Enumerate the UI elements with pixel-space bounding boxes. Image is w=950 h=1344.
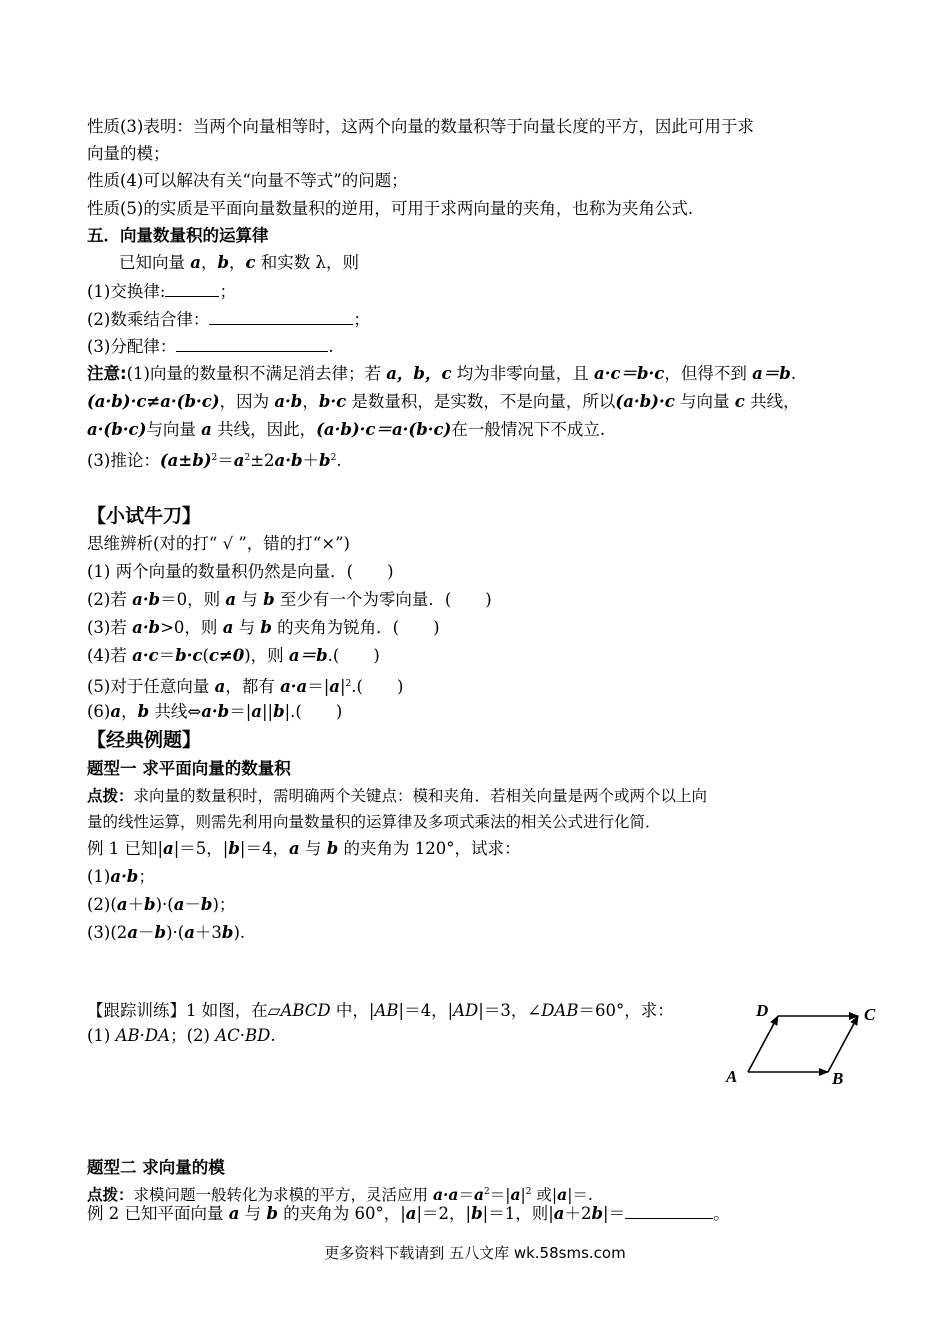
quiz-item-3: (3)若 a·b>0，则 a 与 b 的夹角为锐角．( ) (87, 618, 440, 637)
example-2: 例 2 已知平面向量 a 与 b 的夹角为 60°，|a|＝2，|b|＝1，则|a＋2b|＝ 。 (87, 1204, 730, 1223)
parallelogram-figure (720, 998, 890, 1093)
property-3-line2: 向量的模； (87, 144, 170, 163)
blank-scalar-associative[interactable] (209, 309, 353, 325)
edge-a-d (748, 1016, 778, 1072)
examples-title: 【经典例题】 (87, 729, 202, 751)
example-1-q3: (3)(2a－b)·(a＋3b). (87, 923, 246, 942)
property-4: 性质(4)可以解决有关“向量不等式”的问题； (87, 171, 408, 190)
tracking-exercise-line1: 【跟踪训练】1 如图，在▱ABCD 中，|AB|＝4，|AD|＝3，∠DAB＝60°，求： (87, 1001, 674, 1020)
footer-note: 更多资料下载请到 五八文库 wk.58sms.com (324, 1244, 626, 1262)
quiz-item-4: (4)若 a·c＝b·c(c≠0)，则 a＝b.( ) (87, 646, 380, 665)
note-line2: (a·b)·c≠a·(b·c)，因为 a·b，b·c 是数量积，是实数，不是向量，所以(a·b)·c 与向量 c 共线， (87, 392, 800, 411)
type1-title: 题型一 求平面向量的数量积 (87, 759, 291, 778)
law-scalar-associative: (2)数乘结合律： ； (87, 310, 370, 329)
type2-title: 题型二 求向量的模 (87, 1158, 225, 1177)
vertex-label-a: A (726, 1067, 738, 1086)
section-5-title: 五．向量数量积的运算律 (87, 226, 269, 245)
property-5: 性质(5)的实质是平面向量数量积的逆用，可用于求两向量的夹角，也称为夹角公式. (87, 199, 694, 218)
quiz-item-2: (2)若 a·b＝0，则 a 与 b 至少有一个为零向量．( ) (87, 590, 492, 609)
example-1-q1: (1)a·b； (87, 867, 155, 886)
quiz-item-5: (5)对于任意向量 a，都有 $a\cdot a=|a|^2$.( ) (87, 677, 404, 696)
quiz-intro: 思维辨析(对的打“ √ ”，错的打“×”) (87, 534, 350, 553)
edge-b-c (828, 1016, 858, 1072)
blank-commutative[interactable] (165, 281, 219, 297)
blank-distributive[interactable] (176, 336, 328, 352)
vertex-label-c: C (864, 1005, 876, 1024)
example-1: 例 1 已知|a|＝5，|b|＝4，a 与 b 的夹角为 120°，试求： (87, 839, 521, 858)
note-line1: 注意:(1)向量的数量积不满足消去律；若 a，b，c 均为非零向量，且 a·c＝b·c，但得不到 a＝b. (87, 364, 797, 383)
section-5-intro: 已知向量 a，b，c 和实数 λ，则 (119, 253, 359, 272)
type1-hint-line1: 点拨：求向量的数量积时，需明确两个关键点：模和夹角．若相关向量是两个或两个以上向 (87, 787, 708, 805)
example-1-q2: (2)(a＋b)·(a－b)； (87, 895, 236, 914)
quiz-title: 【小试牛刀】 (87, 505, 202, 527)
property-3-line1: 性质(3)表明：当两个向量相等时，这两个向量的数量积等于向量长度的平方，因此可用于求 (87, 117, 754, 136)
tracking-exercise-line2: (1) AB·DA；(2) AC·BD. (87, 1026, 276, 1045)
quiz-item-6: (6)a，b 共线⇔a·b＝|a||b|.( ) (87, 702, 343, 721)
quiz-item-1: (1) 两个向量的数量积仍然是向量．( ) (87, 562, 394, 581)
type2-hint: 点拨：求模问题一般转化为求模的平方，灵活应用 $a\cdot a=a^2=|a|^2$ 或|a|＝. (87, 1185, 593, 1204)
vertex-label-b: B (832, 1069, 844, 1088)
type1-hint-line2: 量的线性运算，则需先利用向量数量积的运算律及多项式乘法的相关公式进行化简． (87, 813, 661, 831)
blank-example-2[interactable] (625, 1203, 713, 1219)
note-line3: a·(b·c)与向量 a 共线，因此，(a·b)·c＝a·(b·c)在一般情况下不成立. (87, 420, 606, 439)
law-distributive: (3)分配律： . (87, 337, 334, 356)
vertex-label-d: D (756, 1001, 769, 1020)
note-line4: (3)推论：$(a\pm b)^2=a^2\pm 2a\cdot b+b^2$. (87, 451, 342, 470)
law-commutative: (1)交换律: ； (87, 282, 236, 301)
